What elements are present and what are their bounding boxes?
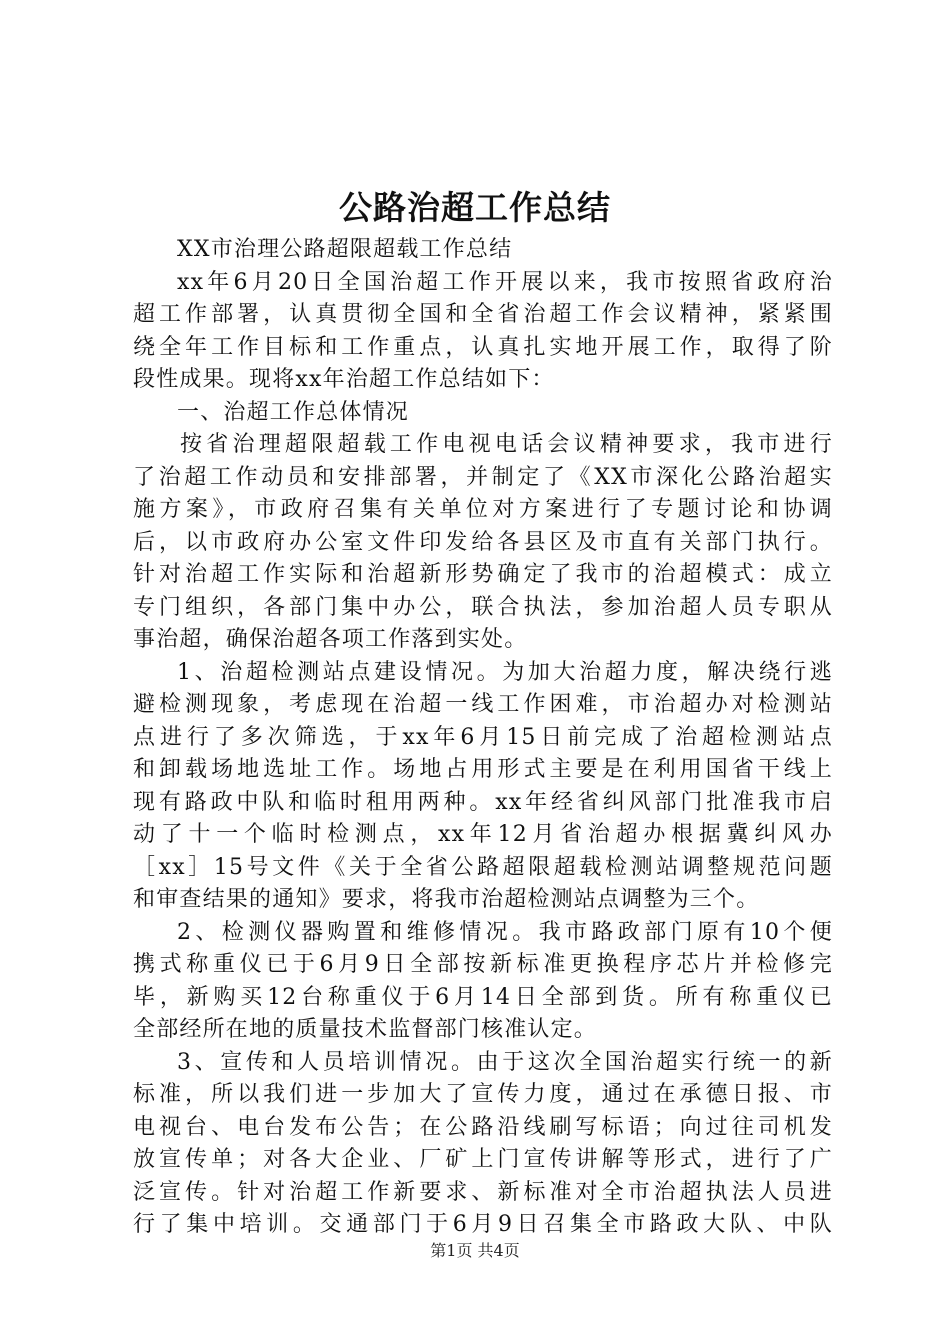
paragraph-line: 和卸载场地选址工作。场地占用形式主要是在利用国省干线上 xyxy=(133,757,833,782)
paragraph-line: 针对治超工作实际和治超新形势确定了我市的治超模式：成立 xyxy=(133,562,833,587)
paragraph-line: 按省治理超限超载工作电视电话会议精神要求，我市进行 xyxy=(180,432,833,457)
document-title: 公路治超工作总结 xyxy=(339,188,611,227)
paragraph-line: 2、检测仪器购置和维修情况。我市路政部门原有10个便 xyxy=(177,919,833,945)
paragraph-line: 1、治超检测站点建设情况。为加大治超力度，解决绕行逃 xyxy=(177,659,833,685)
paragraph-line: 后，以市政府办公室文件印发给各县区及市直有关部门执行。 xyxy=(133,529,833,555)
paragraph-line: 和审查结果的通知》要求，将我市治超检测站点调整为三个。 xyxy=(133,887,760,912)
paragraph-line: 事治超，确保治超各项工作落到实处。 xyxy=(133,627,528,652)
paragraph-line: 避检测现象，考虑现在治超一线工作困难，市治超办对检测站 xyxy=(133,692,833,717)
paragraph-line: 毕，新购买12台称重仪于6月14日全部到货。所有称重仪已 xyxy=(133,984,833,1010)
subtitle-line: XX市治理公路超限超载工作总结 xyxy=(177,237,513,262)
paragraph-line: 电视台、电台发布公告；在公路沿线刷写标语；向过往司机发 xyxy=(133,1114,833,1140)
paragraph-line: 3、宣传和人员培训情况。由于这次全国治超实行统一的新 xyxy=(177,1049,833,1075)
paragraph-line: 点进行了多次筛选，于xx年6月15日前完成了治超检测站点 xyxy=(133,724,833,750)
paragraph-line: 超工作部署，认真贯彻全国和全省治超工作会议精神，紧紧围 xyxy=(133,302,833,327)
paragraph-line: ［xx］15号文件《关于全省公路超限超载检测站调整规范问题 xyxy=(133,854,833,880)
page-number-footer: 第1页 共4页 xyxy=(430,1241,520,1260)
section-heading: 一、治超工作总体情况 xyxy=(177,399,410,425)
paragraph-line: 现有路政中队和临时租用两种。xx年经省纠风部门批准我市启 xyxy=(133,789,833,815)
paragraph-line: 动了十一个临时检测点，xx年12月省治超办根据冀纠风办 xyxy=(133,822,833,847)
paragraph-line: 全部经所在地的质量技术监督部门核准认定。 xyxy=(133,1017,598,1042)
paragraph-line: 放宣传单；对各大企业、厂矿上门宣传讲解等形式，进行了广 xyxy=(133,1147,833,1172)
paragraph-line: 携式称重仪已于6月9日全部按新标准更换程序芯片并检修完 xyxy=(133,952,833,977)
paragraph-line: 专门组织，各部门集中办公，联合执法，参加治超人员专职从 xyxy=(133,594,833,620)
paragraph-line: 绕全年工作目标和工作重点，认真扎实地开展工作，取得了阶 xyxy=(133,334,833,360)
document-body xyxy=(133,234,833,1242)
paragraph-line: 了治超工作动员和安排部署，并制定了《XX市深化公路治超实 xyxy=(133,464,833,490)
paragraph-line: 段性成果。现将xx年治超工作总结如下： xyxy=(133,367,555,392)
paragraph-line: 行了集中培训。交通部门于6月9日召集全市路政大队、中队 xyxy=(133,1212,833,1237)
paragraph-line: 标准，所以我们进一步加大了宣传力度，通过在承德日报、市 xyxy=(133,1082,833,1107)
paragraph-line: xx年6月20日全国治超工作开展以来，我市按照省政府治 xyxy=(177,269,833,295)
paragraph-line: 施方案》，市政府召集有关单位对方案进行了专题讨论和协调 xyxy=(133,497,833,522)
paragraph-line: 泛宣传。针对治超工作新要求、新标准对全市治超执法人员进 xyxy=(133,1179,833,1205)
